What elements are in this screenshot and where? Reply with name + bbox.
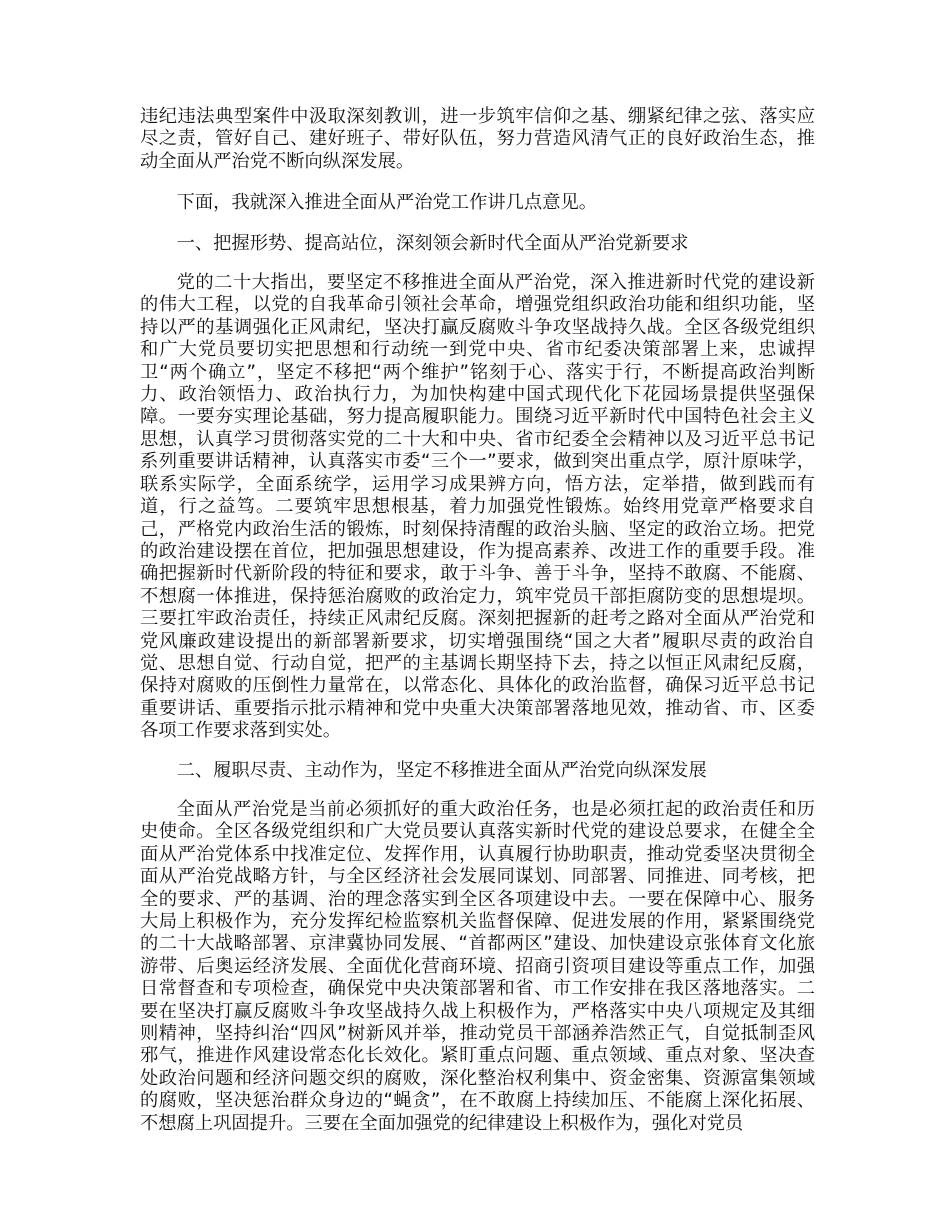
section-heading-one: 一、把握形势、提高站位，深刻领会新时代全面从严治党新要求 bbox=[176, 232, 689, 254]
paragraph-continuation: 违纪违法典型案件中汲取深刻教训，进一步筑牢信仰之基、绷紧纪律之弦、落实应尽之责，管好自己、建好班子、带好队伍，努力营造风清气正的良好政治生态，推动全面从严治党不断向纵深发展。 bbox=[140, 106, 815, 172]
paragraph-section-one: 党的二十大指出，要坚定不移推进全面从严治党，深入推进新时代党的建设新的伟大工程，以党的自我革命引领社会革命，增强党组织政治功能和组织功能，坚持以严的基调强化正风肃纪，坚决打赢反腐败斗争攻坚战持久战。全区各级党组织和广大党员要切实把思想和行动统一到党中央、省市纪委决策部署上来，忠诚捍卫“两个确立”，坚定不移把“两个维护”铭刻于心、落实于行，不断提高政治判断力、政治领悟力、政治执行力，为加快构建中国式现代化下花园场景提供坚强保障。一要夯实理论基础，努力提高履职能力。围绕习近平新时代中国特色社会主义思想，认真学习贯彻落实党的二十大和中央、省市纪委全会精神以及习近平总书记系列重要讲话精神，认真落实市委“三个一”要求，做到突出重点学，原汁原味学，联系实际学，全面系统学，运用学习成果辨方向，悟方法，定举措，做到践而有道，行之益笃。二要筑牢思想根基，着力加强党性锻炼。始终用党章严格要求自己，严格党内政治生活的锻炼，时刻保持清醒的政治头脑、坚定的政治立场。把党的政治建设摆在首位，把加强思想建设，作为提高素养、改进工作的重要手段。准确把握新时代新阶段的特征和要求，敢于斗争、善于斗争，坚持不敢腐、不能腐、不想腐一体推进，保持惩治腐败的政治定力，筑牢党员干部拒腐防变的思想堤坝。三要扛牢政治责任，持续正风肃纪反腐。深刻把握新的赶考之路对全面从严治党和党风廉政建设提出的新部署新要求，切实增强围绕“国之大者”履职尽责的政治自觉、思想自觉、行动自觉，把严的主基调长期坚持下去，持之以恒正风肃纪反腐，保持对腐败的压倒性力量常在，以常态化、具体化的政治监督，确保习近平总书记重要讲话、重要指示批示精神和党中央重大决策部署落地见效，推动省、市、区委各项工作要求落到实处。 bbox=[140, 272, 815, 742]
section-heading-two: 二、履职尽责、主动作为，坚定不移推进全面从严治党向纵深发展 bbox=[176, 759, 707, 781]
paragraph-intro: 下面，我就深入推进全面从严治党工作讲几点意见。 bbox=[176, 192, 598, 214]
paragraph-section-two: 全面从严治党是当前必须抓好的重大政治任务，也是必须扛起的政治责任和历史使命。全区各级党组织和广大党员要认真落实新时代党的建设总要求，在健全全面从严治党体系中找准定位、发挥作用，认真履行协助职责，推动党委坚决贯彻全面从严治党战略方针，与全区经济社会发展同谋划、同部署、同推进、同考核，把全的要求、严的基调、治的理念落实到全区各项建设中去。一要在保障中心、服务大局上积极作为，充分发挥纪检监察机关监督保障、促进发展的作用，紧紧围绕党的二十大战略部署、京津冀协同发展、“首都两区”建设、加快建设京张体育文化旅游带、后奥运经济发展、全面优化营商环境、招商引资项目建设等重点工作，加强日常督查和专项检查，确保党中央决策部署和省、市工作安排在我区落地落实。二要在坚决打赢反腐败斗争攻坚战持久战上积极作为，严格落实中央八项规定及其细则精神，坚持纠治“四风”树新风并举，推动党员干部涵养浩然正气，自觉抵制歪风邪气，推进作风建设常态化长效化。紧盯重点问题、重点领域、重点对象、坚决查处政治问题和经济问题交织的腐败，深化整治权利集中、资金密集、资源富集领域的腐败，坚决惩治群众身边的“蝇贪”，在不敢腐上持续加压、不能腐上深化拓展、不想腐上巩固提升。三要在全面加强党的纪律建设上积极作为，强化对党员 bbox=[140, 798, 815, 1134]
document-body bbox=[140, 106, 815, 1135]
